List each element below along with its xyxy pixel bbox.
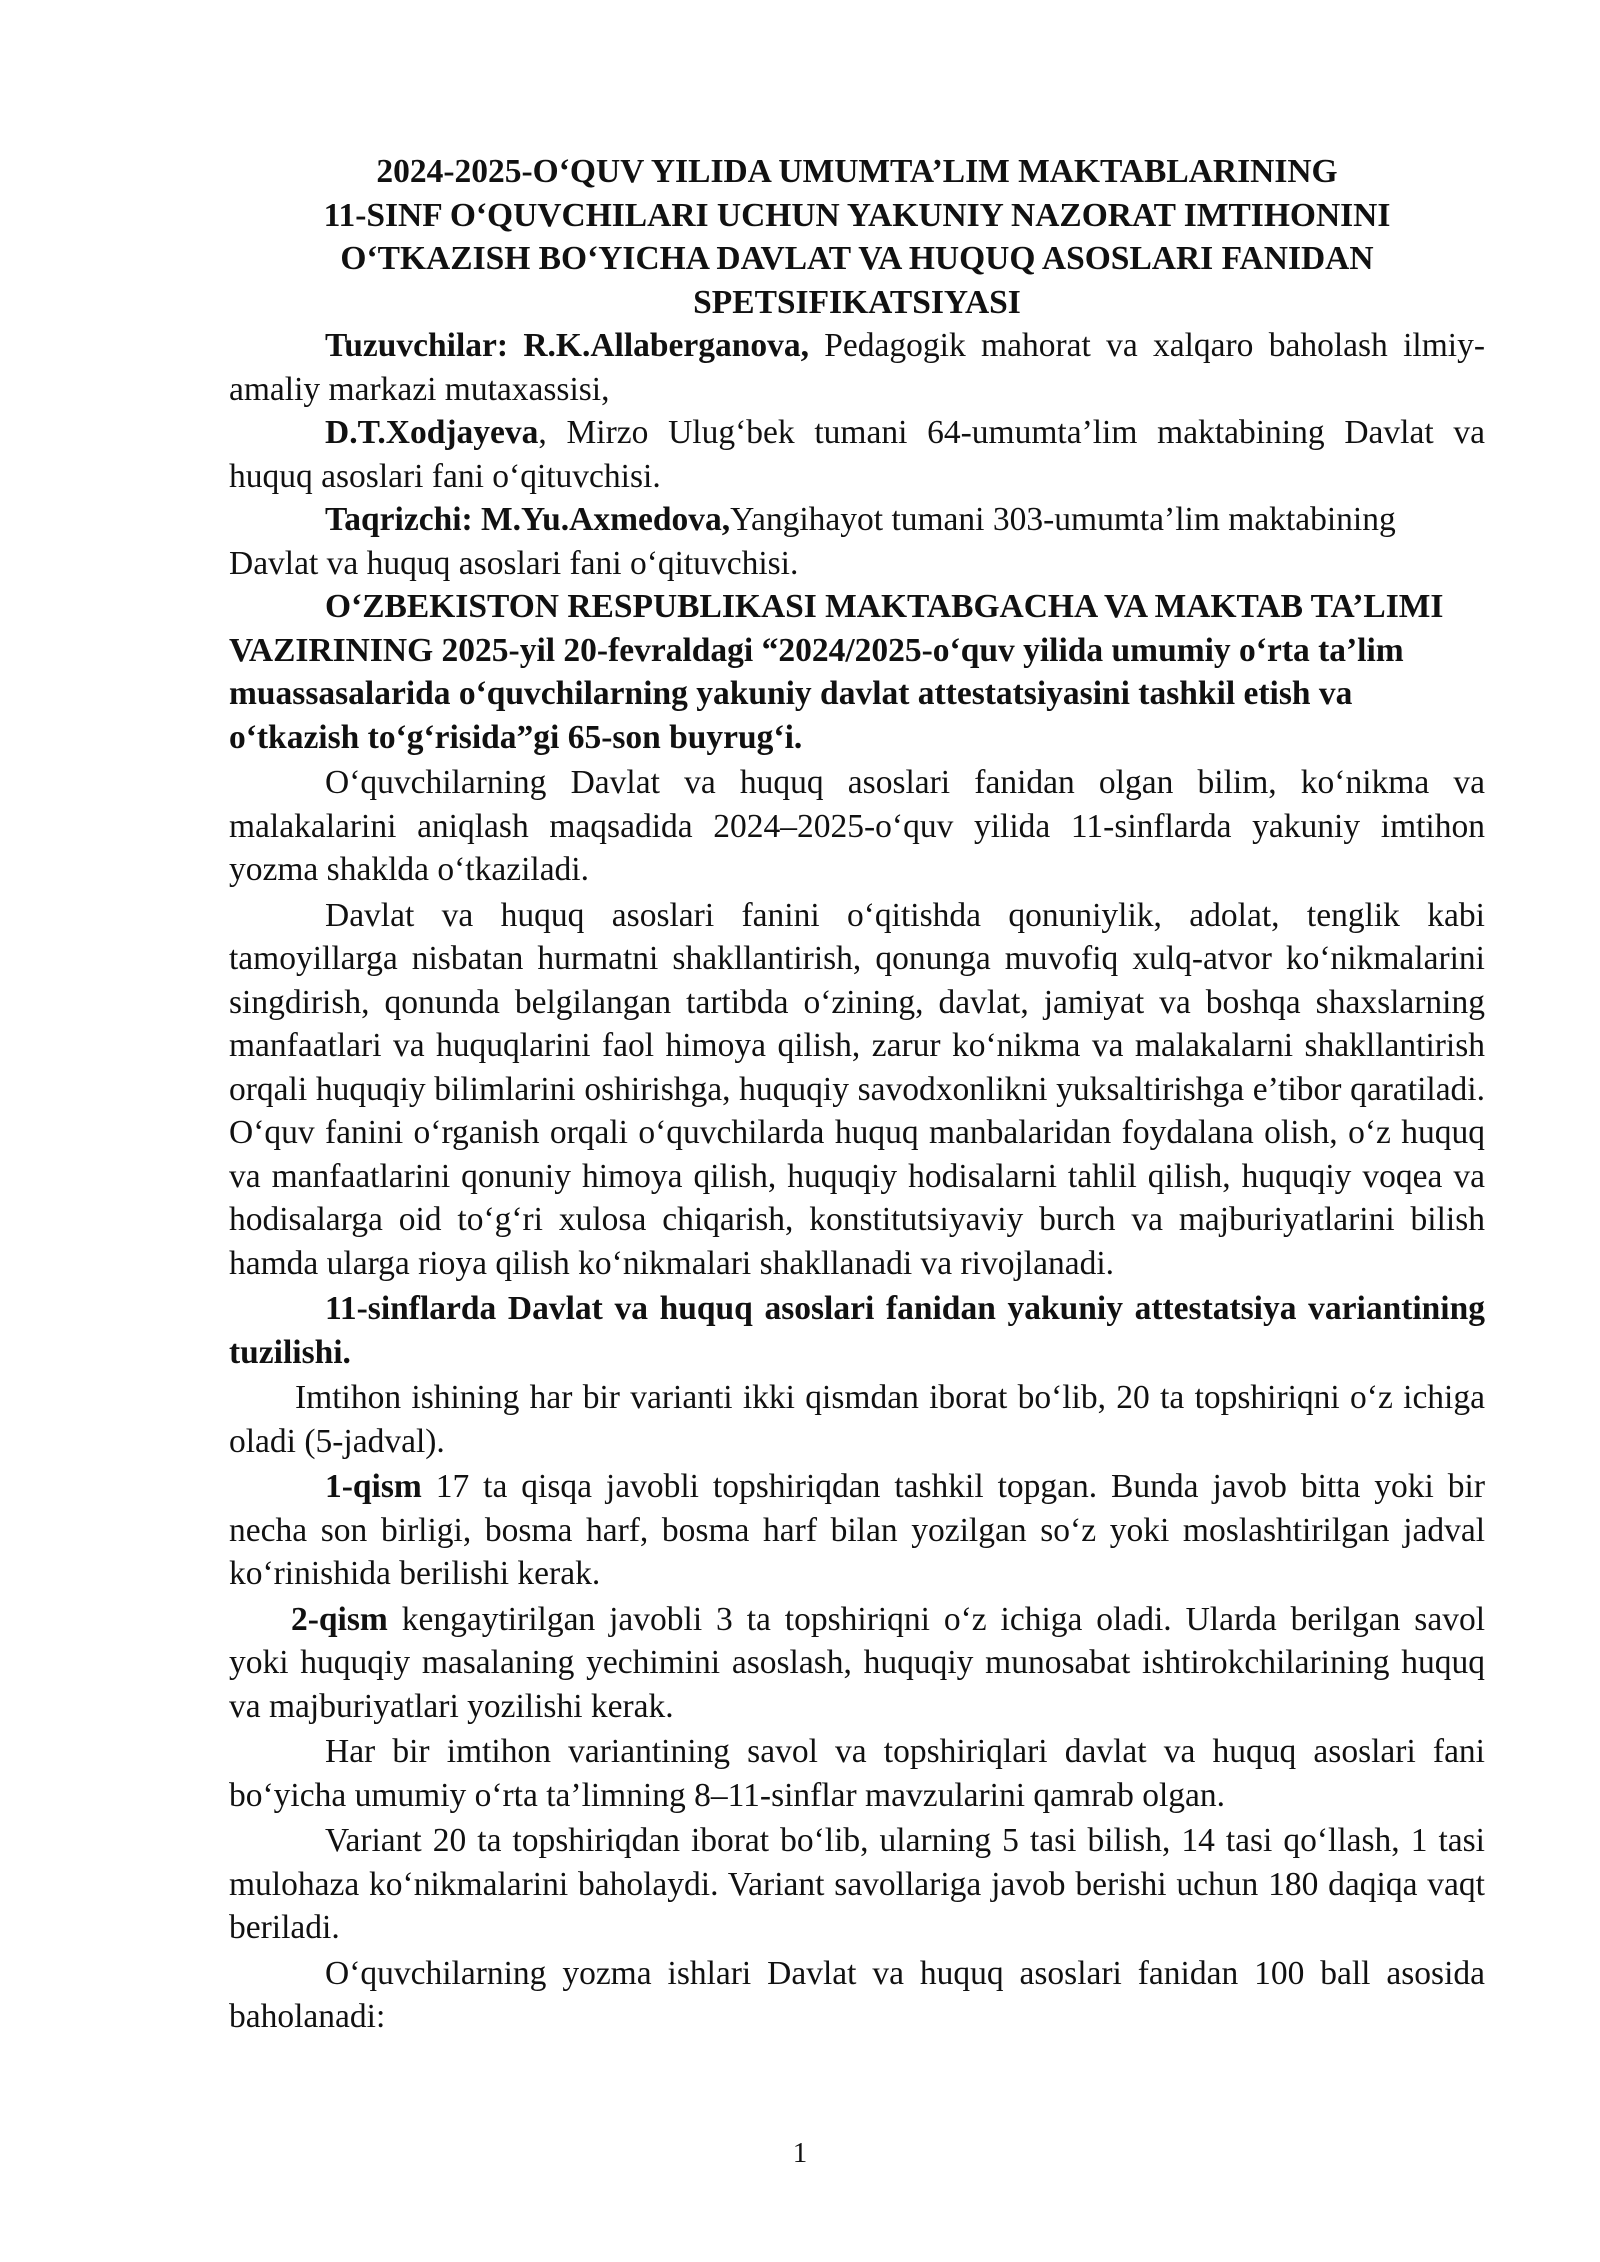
reviewer-role: Yangihayot tumani 303-umumta’lim maktabining Davlat va huquq asoslari fani o‘qituvchisi. bbox=[229, 501, 1396, 582]
paragraph-6: Har bir imtihon variantining savol va topshiriqlari davlat va huquq asoslari fani bo‘yicha umumiy o‘rta ta’limning 8–11-sinflar mavzularini qamrab olgan. bbox=[229, 1733, 1485, 1814]
author-1-name: Tuzuvchilar: R.K.Allaberganova, bbox=[325, 327, 810, 364]
reviewer bbox=[229, 498, 1485, 585]
author-1 bbox=[229, 324, 1485, 411]
document-page bbox=[229, 150, 1485, 2039]
part-1-label: 1-qism bbox=[325, 1468, 422, 1505]
paragraph-4: 1-qism 17 ta qisqa javobli topshiriqdan tashkil topgan. Bunda javob bitta yoki bir necha son birligi, bosma harf, bosma harf bilan yozilgan so‘z yoki moslashtirilgan jadval ko‘rinishida berilishi kerak. bbox=[229, 1468, 1485, 1592]
paragraph-3: Imtihon ishining har bir varianti ikki qismdan iborat bo‘lib, 20 ta topshiriqni o‘z ichiga oladi (5-jadval). bbox=[229, 1379, 1485, 1460]
author-1-role: Pedagogik mahorat va xalqaro baholash ilmiy-amaliy markazi mutaxassisi, bbox=[229, 327, 1485, 408]
paragraph-1: O‘quvchilarning Davlat va huquq asoslari fanidan olgan bilim, ko‘nikma va malakalarini aniqlash maqsadida 2024–2025-o‘quv yilida 11-sinflarda yakuniy imtihon yozma shaklda o‘tkaziladi. bbox=[229, 764, 1485, 888]
part-2-label: 2-qism bbox=[291, 1600, 388, 1638]
document-title bbox=[229, 150, 1485, 324]
page-number: 1 bbox=[792, 2137, 808, 2169]
decree-reference: O‘ZBEKISTON RESPUBLIKASI MAKTABGACHA VA MAKTAB TA’LIMI VAZIRINING 2025-yil 20-fevraldagi “2024/2025-o‘quv yilida umumiy o‘rta ta’lim muassasalarida o‘quvchilarning yakuniy davlat attestatsiyasini tashkil etish va o‘tkazish to‘g‘risida”gi 65-son buyrug‘i. bbox=[229, 588, 1444, 756]
reviewer-name: Taqrizchi: M.Yu.Axmedova, bbox=[325, 501, 731, 538]
paragraph-5: 2-qism kengaytirilgan javobli 3 ta topshiriqni o‘z ichiga oladi. Ularda berilgan savol yoki huquqiy masalaning yechimini asoslash, huquqiy munosabat ishtirokchilarining huquq va majburiyatlari yozilishi kerak. bbox=[229, 1600, 1485, 1725]
author-2-role: , Mirzo Ulug‘bek tumani 64-umumta’lim maktabining Davlat va huquq asoslari fani o‘qituvchisi. bbox=[229, 414, 1485, 495]
paragraph-8: O‘quvchilarning yozma ishlari Davlat va huquq asoslari fanidan 100 ball asosida baholanadi: bbox=[229, 1954, 1485, 2035]
author-2-name: D.T.Xodjayeva bbox=[325, 414, 539, 451]
title-line: 2024-2025-O‘QUV YILIDA UMUMTA’LIM MAKTABLARINING bbox=[376, 153, 1338, 190]
author-2 bbox=[229, 411, 1485, 498]
section-heading: 11-sinflarda Davlat va huquq asoslari fanidan yakuniy attestatsiya variantining tuzilishi. bbox=[229, 1290, 1485, 1371]
title-line: 11-SINF O‘QUVCHILARI UCHUN YAKUNIY NAZORAT IMTIHONINI bbox=[323, 196, 1391, 234]
title-line: O‘TKAZISH BO‘YICHA DAVLAT VA HUQUQ ASOSLARI FANIDAN bbox=[340, 240, 1374, 277]
title-line: SPETSIFIKATSIYASI bbox=[693, 283, 1021, 321]
paragraph-2: Davlat va huquq asoslari fanini o‘qitishda qonuniylik, adolat, tenglik kabi tamoyillarga nisbatan hurmatni shakllantirish, qonunga muvofiq xulq-atvor ko‘nikmalarini singdirish, qonunda belgilangan tartibda o‘zining, davlat, jamiyat va boshqa shaxslarning manfaatlari va huquqlarini faol himoya qilish, zarur ko‘nikma va malakalarni shakllantirish orqali huquqiy bilimlarini oshirishga, huquqiy savodxonlikni yuksaltirishga e’tibor qaratiladi. O‘quv fanini o‘rganish orqali o‘quvchilarda huquq manbalaridan foydalana olish, o‘z huquq va manfaatlarini qonuniy himoya qilish, huquqiy hodisalarni tahlil qilish, huquqiy voqea va hodisalarga oid to‘g‘ri xulosa chiqarish, konstitutsiyaviy burch va majburiyatlarini bilish hamda ularga rioya qilish ko‘nikmalari shakllanadi va rivojlanadi. bbox=[229, 896, 1485, 1282]
paragraph-7: Variant 20 ta topshiriqdan iborat bo‘lib, ularning 5 tasi bilish, 14 tasi qo‘llash, 1 tasi mulohaza ko‘nikmalarini baholaydi. Variant savollariga javob berishi uchun 180 daqiqa vaqt beriladi. bbox=[229, 1822, 1485, 1946]
